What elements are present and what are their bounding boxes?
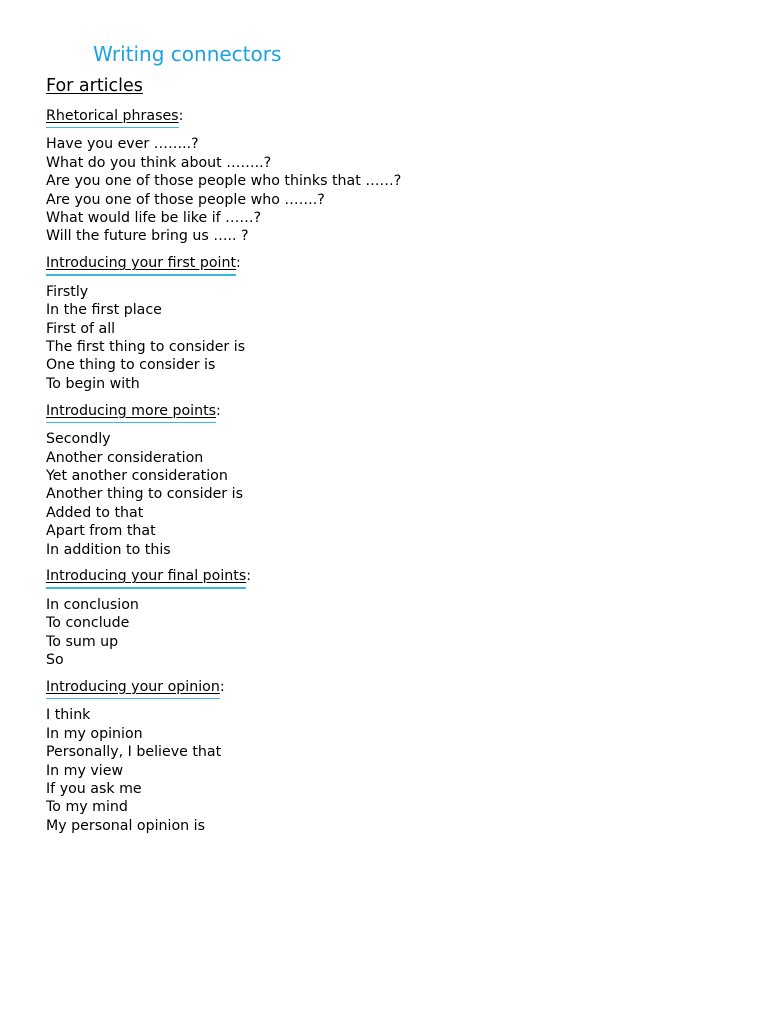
list-item: In conclusion [46, 596, 139, 613]
list-item: What do you think about ……..? [46, 154, 272, 171]
list-item: Another consideration [46, 449, 204, 466]
list-item: In my view [46, 762, 124, 779]
document-title: Writing connectors [93, 42, 282, 66]
section-heading-text: Introducing your first point [46, 255, 237, 272]
section-heading: Rhetorical phrases: [46, 108, 184, 124]
section-heading: Introducing your opinion: [46, 678, 225, 695]
list-item: Have you ever ……..? [46, 136, 199, 153]
section-final-points [46, 567, 401, 669]
list-item: So [46, 652, 64, 669]
list-item: In the first place [46, 302, 162, 319]
list-item: Added to that [46, 504, 144, 521]
section-first-point [46, 254, 401, 393]
list-item: To begin with [46, 375, 140, 392]
list-item: One thing to consider is [46, 357, 216, 374]
section-heading-text: Introducing your final points [46, 568, 247, 585]
list-item: I think [46, 707, 91, 724]
list-item: First of all [46, 320, 116, 337]
section-heading-text: Rhetorical phrases [46, 108, 179, 124]
list-item: Yet another consideration [46, 467, 228, 484]
list-item: Are you one of those people who …….? [46, 191, 325, 208]
section-heading-text: Introducing your opinion [46, 678, 220, 695]
list-item: In my opinion [46, 725, 143, 742]
list-item: Firstly [46, 283, 89, 300]
section-heading: Introducing more points: [46, 402, 221, 419]
section-opinion [46, 678, 401, 835]
list-item: Another thing to consider is [46, 486, 243, 503]
section-rhetorical-phrases [46, 107, 401, 246]
list-item: To conclude [46, 615, 130, 632]
document-subtitle: For articles [46, 76, 143, 96]
list-item: If you ask me [46, 781, 142, 797]
section-more-points [46, 402, 401, 559]
list-item: Secondly [46, 431, 111, 448]
list-item: Will the future bring us ….. ? [46, 228, 249, 245]
section-heading: Introducing your final points: [46, 568, 252, 585]
phrase-list [46, 596, 401, 670]
phrase-list [46, 430, 401, 559]
list-item: The first thing to consider is [46, 338, 246, 355]
list-item: Apart from that [46, 523, 156, 540]
section-heading: Introducing your first point: [46, 255, 241, 272]
list-item: To sum up [46, 633, 119, 650]
phrase-list [46, 706, 401, 835]
list-item: Are you one of those people who thinks that ……? [46, 173, 402, 190]
phrase-list [46, 135, 401, 245]
list-item: What would life be like if ……? [46, 210, 262, 227]
list-item: To my mind [46, 799, 128, 816]
sections-container [46, 107, 401, 844]
section-heading-text: Introducing more points [46, 402, 217, 419]
list-item: Personally, I believe that [46, 744, 222, 761]
subtitle-wrapper [46, 76, 143, 100]
phrase-list [46, 283, 401, 393]
list-item: In addition to this [46, 541, 171, 558]
list-item: My personal opinion is [46, 817, 205, 834]
